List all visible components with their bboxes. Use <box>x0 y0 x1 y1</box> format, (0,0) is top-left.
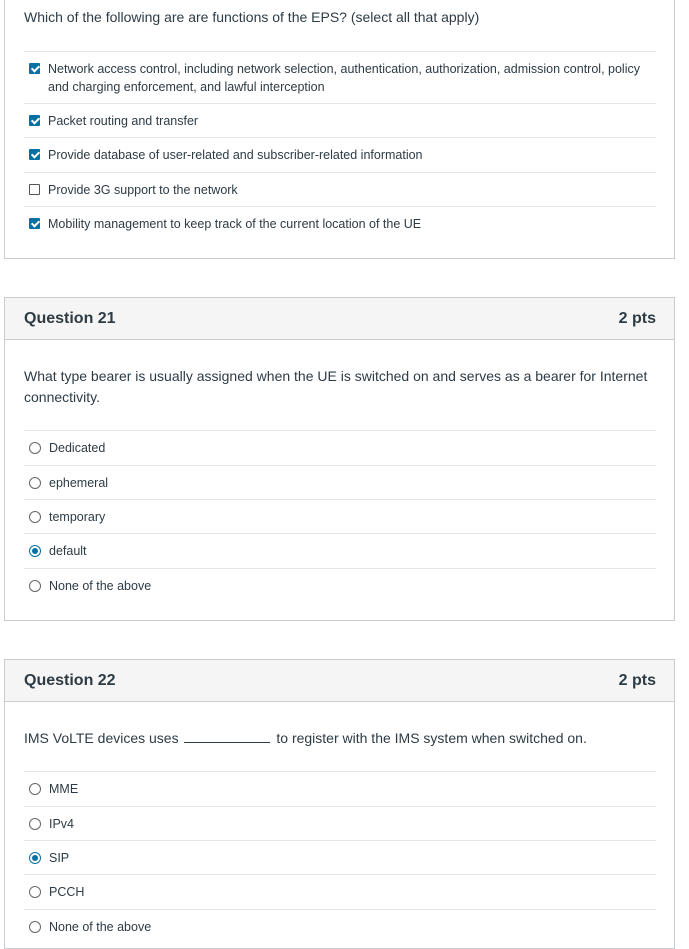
fill-in-blank <box>184 730 270 743</box>
answer-option[interactable] <box>24 465 656 499</box>
checkbox-unchecked-icon[interactable] <box>29 184 40 195</box>
radio-unselected-icon[interactable] <box>29 818 41 830</box>
answer-label: IPv4 <box>49 817 75 831</box>
radio-unselected-icon[interactable] <box>29 886 41 898</box>
answer-label: None of the above <box>49 579 152 593</box>
answer-label: SIP <box>49 851 70 865</box>
answer-option[interactable] <box>24 909 656 943</box>
answer-label: Provide database of user-related and subscriber-related information <box>48 148 423 162</box>
question-20-answers <box>24 51 656 240</box>
radio-unselected-icon[interactable] <box>29 783 41 795</box>
answer-label: MME <box>49 782 79 796</box>
answer-label: ephemeral <box>49 476 109 490</box>
answer-option[interactable] <box>24 430 656 465</box>
answer-label: Dedicated <box>49 441 106 455</box>
answer-label: None of the above <box>49 920 152 934</box>
checkbox-checked-icon[interactable] <box>29 63 40 74</box>
answer-option[interactable] <box>24 533 656 568</box>
question-20-card <box>4 0 675 259</box>
question-22-header <box>5 660 674 702</box>
radio-unselected-icon[interactable] <box>29 511 41 523</box>
answer-option[interactable] <box>24 51 656 103</box>
radio-selected-icon[interactable] <box>29 545 41 557</box>
question-title: Question 21 <box>24 309 116 327</box>
answer-label: Packet routing and transfer <box>48 114 199 128</box>
question-points: 2 pts <box>618 671 656 689</box>
question-21-answers <box>24 430 656 602</box>
answer-option[interactable] <box>24 840 656 874</box>
answer-label: PCCH <box>49 885 85 899</box>
answer-option[interactable] <box>24 103 656 137</box>
question-22-prompt <box>24 728 656 749</box>
question-21-prompt: What type bearer is usually assigned when the UE is switched on and serves as a bearer for Internet connectivity. <box>24 368 648 405</box>
prompt-text-after: to register with the IMS system when switched on. <box>276 730 587 746</box>
answer-option[interactable] <box>24 568 656 602</box>
question-22-card <box>4 659 675 949</box>
radio-unselected-icon[interactable] <box>29 442 41 454</box>
prompt-text-before: IMS VoLTE devices uses <box>24 730 179 746</box>
checkbox-checked-icon[interactable] <box>29 149 40 160</box>
radio-unselected-icon[interactable] <box>29 580 41 592</box>
checkbox-checked-icon[interactable] <box>29 218 40 229</box>
question-21-card <box>4 297 675 621</box>
question-20-prompt: Which of the following are are functions of the EPS? (select all that apply) <box>24 9 480 25</box>
answer-option[interactable] <box>24 172 656 206</box>
answer-option[interactable] <box>24 137 656 172</box>
answer-label: temporary <box>49 510 106 524</box>
answer-label: Provide 3G support to the network <box>48 183 238 197</box>
checkbox-checked-icon[interactable] <box>29 115 40 126</box>
answer-option[interactable] <box>24 499 656 533</box>
radio-unselected-icon[interactable] <box>29 477 41 489</box>
answer-label: Network access control, including network selection, authentication, authorization, admission control, policy and charging enforcement, and lawful interception <box>48 62 640 94</box>
question-22-answers <box>24 771 656 943</box>
question-21-header <box>5 298 674 340</box>
question-points: 2 pts <box>618 309 656 327</box>
radio-unselected-icon[interactable] <box>29 921 41 933</box>
answer-label: default <box>49 544 87 558</box>
answer-option[interactable] <box>24 206 656 240</box>
question-title: Question 22 <box>24 671 116 689</box>
answer-label: Mobility management to keep track of the current location of the UE <box>48 217 422 231</box>
answer-option[interactable] <box>24 874 656 909</box>
radio-selected-icon[interactable] <box>29 852 41 864</box>
answer-option[interactable] <box>24 806 656 840</box>
answer-option[interactable] <box>24 771 656 806</box>
